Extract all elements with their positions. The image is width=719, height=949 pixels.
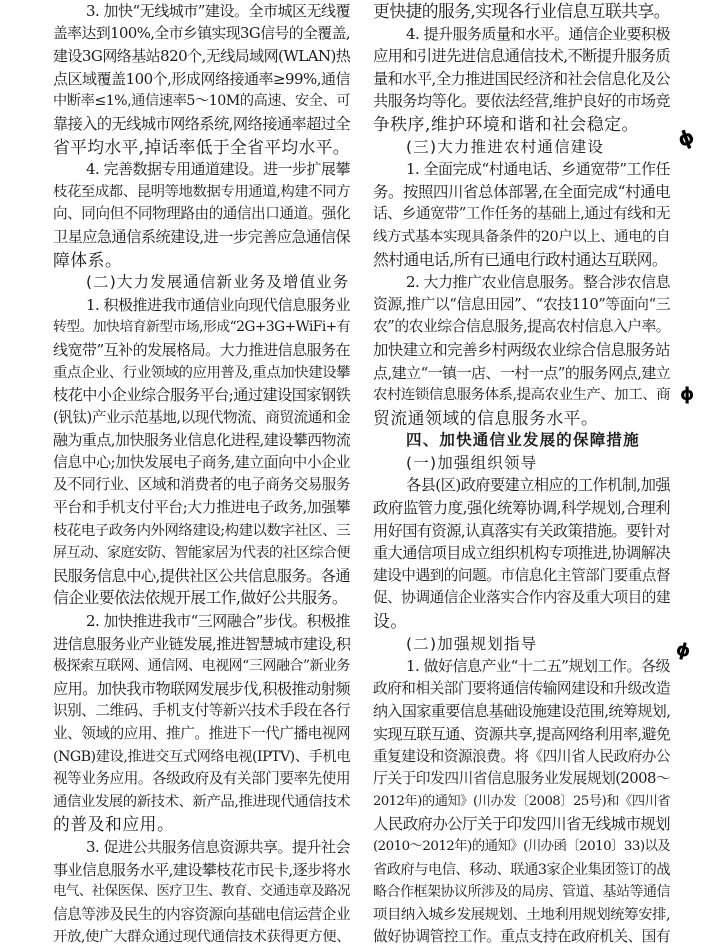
text-line: 政府监管力度,强化统筹协调,科学规划,合理利	[373, 499, 670, 518]
text-line: 信息中心;加快发展电子商务,建立面向中小企业	[53, 453, 350, 471]
text-line: 政府和相关部门要将通信传输网建设和升级改造	[373, 679, 670, 697]
text-line: 电气、社保医保、医疗卫生、教育、交通违章及路况	[53, 884, 350, 900]
text-line: 农”的农业综合信息服务,提高农村信息入户率。	[373, 318, 670, 336]
text-line: 略合作框架协议所涉及的局房、管道、基站等通信	[373, 884, 670, 901]
text-line: 信企业要依法依规开展工作,做好公共服务。	[53, 588, 348, 608]
text-line: 省平均水平,掉话率低于全省平均水平。	[53, 136, 350, 157]
text-line: 向、同向但不同物理路由的通信出口通道。强化	[53, 205, 350, 223]
text-line: 项目纳入城乡发展规划、土地利用规划统筹安排,	[373, 906, 670, 923]
text-line: 2. 大力推广农业信息服务。整合涉农信息	[406, 273, 670, 292]
text-line: 纳入国家重要信息基础设施建设范围,统筹规划,	[373, 702, 670, 721]
text-line: 卫星应急通信系统建设,进一步完善应急通信保	[53, 227, 350, 246]
text-line: 枝花至成都、昆明等地数据专用通道,构建不同方	[53, 183, 350, 200]
text-line: 盖率达到100%,全市乡镇实现3G信号的全覆盖,	[53, 24, 350, 42]
text-line: 厅关于印发四川省信息服务业发展规划(2008～	[373, 770, 670, 788]
text-line: 融为重点,加快服务业信息化进程,建设攀西物流	[53, 431, 350, 450]
text-line: 用好国有资源,认真落实有关政策措施。要针对	[373, 521, 670, 540]
section-heading: 四、加快通信业发展的保障措施	[406, 431, 640, 450]
text-line: 争秩序,维护环境和谐和社会稳定。	[373, 113, 639, 134]
text-line: 务。按照四川省总体部署,在全面完成“村通电	[373, 182, 670, 201]
text-line: 平台和手机支付平台;大力推进电子政务,加强攀	[53, 499, 350, 517]
text-line: 4. 完善数据专用通道建设。进一步扩展攀	[86, 160, 350, 179]
text-line: 做好协调管控工作。重点支持在政府机关、国有	[373, 928, 670, 946]
section-heading: (三)大力推进农村通信建设	[406, 137, 605, 156]
text-line: 更快捷的服务,实现各行业信息互联共享。	[373, 1, 670, 21]
text-line: 重复建设和资源浪费。将《四川省人民政府办公	[373, 747, 670, 765]
text-line: 人民政府办公厅关于印发四川省无线城市规划	[373, 815, 670, 834]
text-line: 点区域覆盖100个,形成网络接通率≥99%,通信	[53, 69, 350, 88]
text-line: 2. 加快推进我市“三网融合”步伐。积极推	[86, 612, 350, 631]
text-line: 共服务均等化。要依法经营,维护良好的市场竞	[373, 92, 670, 111]
text-line: 业、领域的应用、推广。推进下一代广播电视网	[53, 725, 350, 742]
text-line: 中断率≤1%,通信速率5～10M的高速、安全、可	[53, 93, 350, 110]
text-line: 农村连锁信息服务体系,提高农业生产、加工、商	[373, 387, 670, 404]
text-line: 应用和引进先进信息通信技术,不断提升服务质	[373, 47, 670, 66]
text-line: 信息等涉及民生的内容资源向基础电信运营企业	[53, 905, 350, 923]
text-line: 省政府与电信、移动、联通3家企业集团签订的战	[373, 861, 670, 878]
section-heading: (二)加强规划指导	[406, 634, 538, 653]
text-line: (2010～2012年)的通知》(川办函〔2010〕33)以及	[373, 838, 670, 854]
right-column	[373, 0, 670, 949]
text-line: 事业信息服务水平,建设攀枝花市民卡,逐步将水	[53, 860, 350, 879]
text-line: 话、乡通宽带”工作任务的基础上,通过有线和无	[373, 205, 670, 223]
text-line: 加快建立和完善乡村两级农业综合信息服务站	[373, 340, 670, 359]
text-line: 枝花中小企业综合服务平台;通过建设国家钢铁	[53, 386, 350, 405]
text-line: 转型。加快培育新型市场,形成“2G+3G+WiFi+有	[53, 319, 350, 336]
scan-artifact-mark: ϕ	[673, 638, 693, 663]
scan-artifact-mark: ϕ	[674, 123, 698, 153]
text-line: 极探索互联网、通信网、电视网“三网融合”新业务	[53, 658, 350, 675]
text-line: 开放,使广大群众通过现代通信技术获得更方便、	[53, 929, 350, 946]
text-line: 线方式基本实现具备条件的20户以上、通电的自	[373, 228, 670, 245]
text-line: 1. 做好信息产业“十二五”规划工作。各级	[406, 657, 670, 676]
section-heading: (二)大力发展通信新业务及增值业务	[86, 273, 350, 292]
text-line: 3. 促进公共服务信息资源共享。提升社会	[86, 837, 350, 856]
text-line: 的普及和应用。	[53, 814, 175, 835]
text-line: 重点企业、行业领域的应用普及,重点加快建设攀	[53, 364, 350, 381]
text-line: 贸流通领域的信息服务水平。	[373, 407, 599, 428]
text-line: 识别、二维码、手机支付等新兴技术手段在各行	[53, 702, 350, 720]
text-line: 屏互动、家庭安防、智能家居为代表的社区综合便	[53, 545, 350, 562]
text-line: 线宽带”互补的发展格局。大力推进信息服务在	[53, 340, 350, 359]
text-line: 及不同行业、区域和消费者的电子商务交易服务	[53, 476, 350, 494]
text-line: 资源,推广以“信息田园”、“农技110”等面向“三	[373, 295, 670, 313]
text-line: 点,建立“一镇一店、一村一点”的服务网点,建立	[373, 363, 670, 382]
text-line: 1. 全面完成“村通电话、乡通宽带”工作任	[406, 160, 670, 179]
text-line: 1. 积极推进我市通信业向现代信息服务业	[86, 295, 350, 314]
text-line: 应用。加快我市物联网发展步伐,积极推动射频	[53, 679, 350, 698]
text-line: 量和水平,全力推进国民经济和社会信息化及公	[373, 69, 670, 88]
text-line: 各县(区)政府要建立相应的工作机制,加强	[406, 476, 670, 495]
text-line: 促、协调通信企业落实合作内容及重大项目的建	[373, 589, 670, 607]
text-line: 民服务信息中心,提供社区公共信息服务。各通	[53, 566, 350, 585]
text-line: (钒钛)产业示范基地,以现代物流、商贸流通和金	[53, 408, 350, 426]
text-line: 实现互联互通、资源共享,提高网络利用率,避免	[373, 725, 670, 743]
text-line: 视等业务应用。各级政府及有关部门要率先使用	[53, 770, 350, 788]
left-column	[53, 0, 350, 949]
scan-artifact-mark: ϕ	[680, 384, 695, 405]
text-line: 障体系。	[53, 249, 123, 270]
text-line: 枝花电子政务内外网络建设;构建以数字社区、三	[53, 522, 350, 539]
text-line: 进信息服务业产业链发展,推进智慧城市建设,积	[53, 634, 350, 653]
text-line: 建设3G网络基站820个,无线局域网(WLAN)热	[53, 47, 350, 66]
text-line: (NGB)建设,推进交互式网络电视(IPTV)、手机电	[53, 748, 350, 765]
text-line: 2012年)的通知》(川办发〔2008〕25号)和《四川省	[373, 793, 670, 809]
text-line: 设。	[373, 611, 408, 632]
text-line: 建设中遇到的问题。市信息化主管部门要重点督	[373, 566, 670, 584]
text-line: 4. 提升服务质量和水平。通信企业要积极	[406, 24, 670, 43]
text-line: 3. 加快“无线城市”建设。全市城区无线覆	[86, 2, 350, 20]
section-heading: (一)加强组织领导	[406, 453, 538, 472]
text-line: 然村通电话,所有已通电行政村通达互联网。	[373, 249, 668, 269]
text-line: 通信业发展的新技术、新产品,推进现代通信技术	[53, 793, 350, 810]
text-line: 重大通信项目成立组织机构专项推进,协调解决	[373, 544, 670, 563]
text-line: 靠接入的无线城市网络系统,网络接通率超过全	[53, 114, 350, 133]
